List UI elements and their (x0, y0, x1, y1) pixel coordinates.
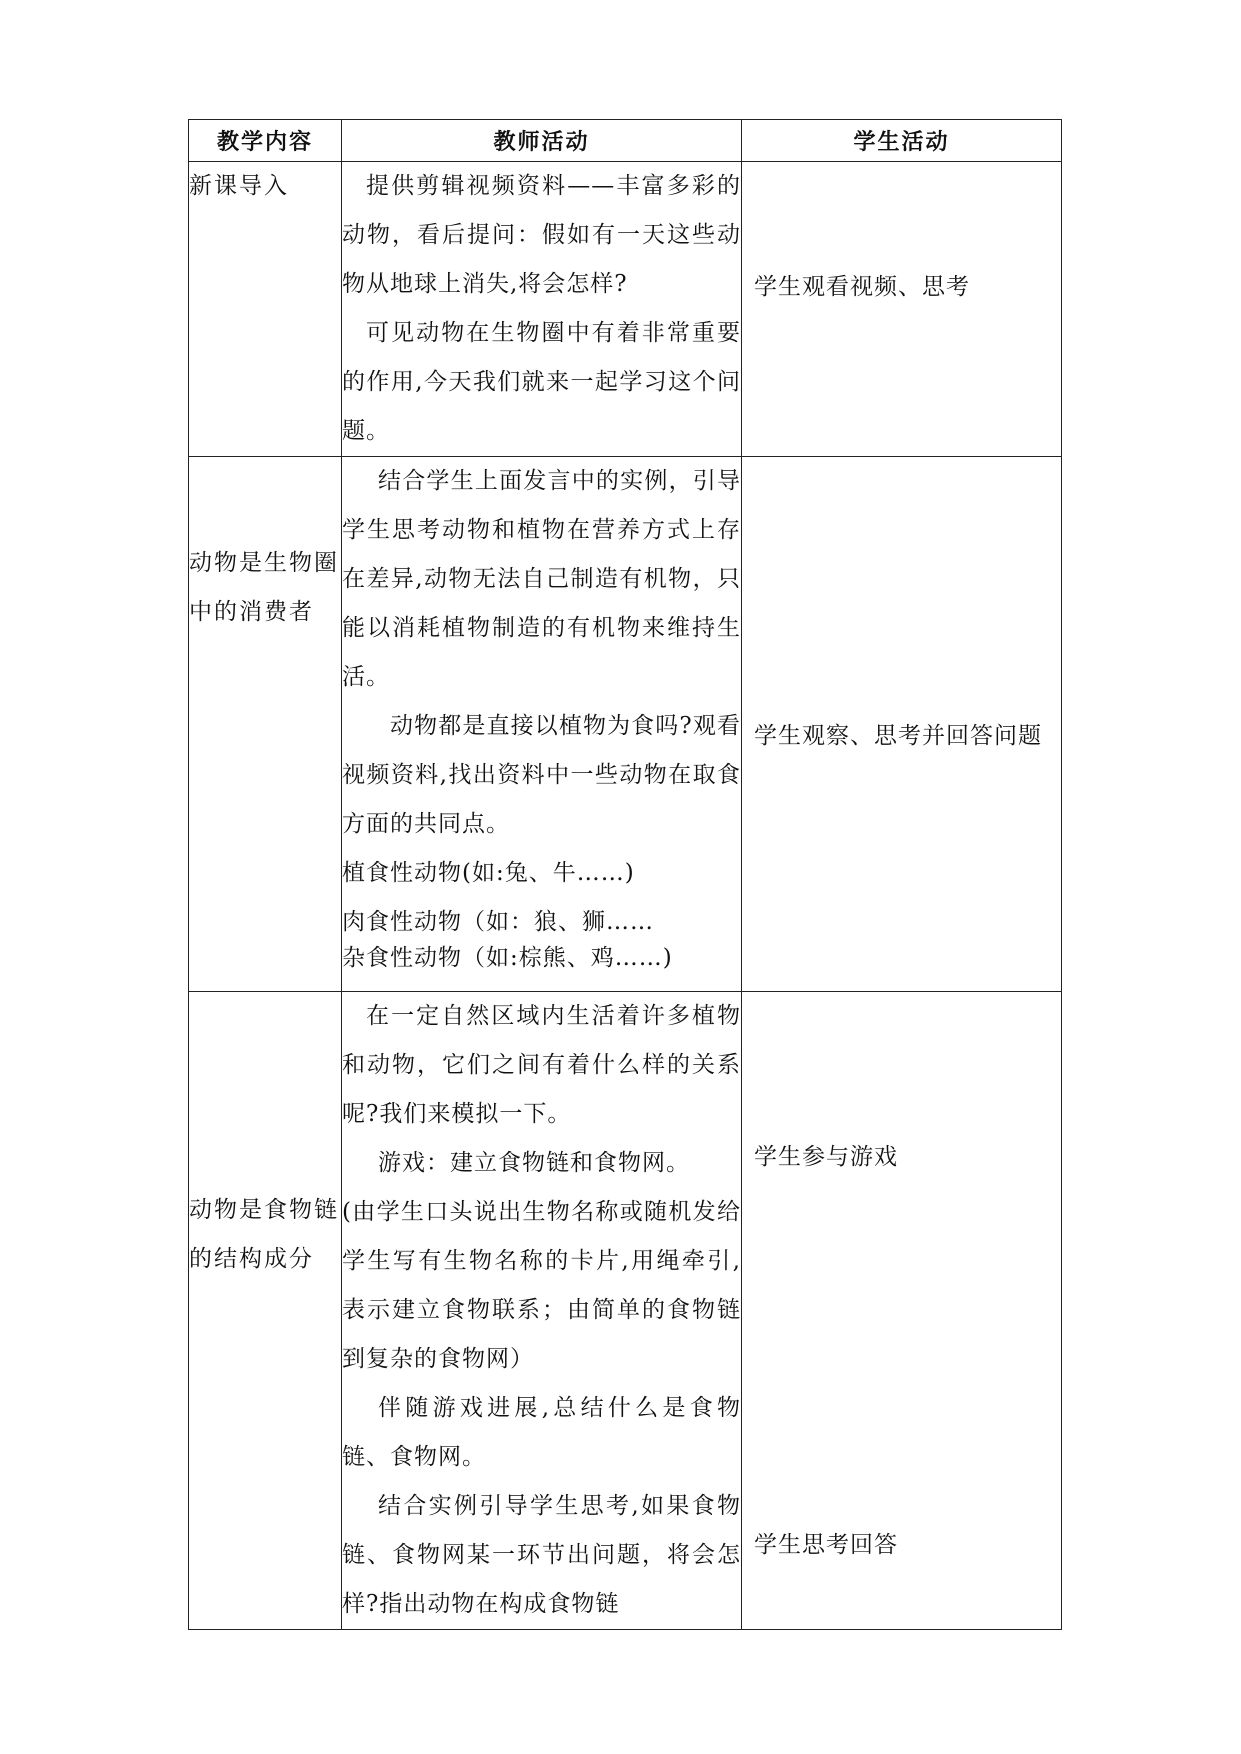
teacher-paragraph: (由学生口头说出生物名称或随机发给学生写有生物名称的卡片,用绳牵引,表示建立食物联系；由简单的食物链到复杂的食物网） (342, 1199, 741, 1372)
teacher-list-item: 植食性动物(如:兔、牛……) (342, 860, 635, 886)
table-row (189, 457, 1062, 992)
topic-text: 动物是生物圈中的消费者 (189, 550, 339, 625)
topic-cell (189, 162, 342, 457)
student-activity-cell (742, 162, 1062, 457)
table-row (189, 162, 1062, 457)
teacher-paragraph: 结合学生上面发言中的实例，引导学生思考动物和植物在营养方式上存在差异,动物无法自己制造有机物，只能以消耗植物制造的有机物来维持生活。 (342, 468, 741, 690)
header-teaching-content: 教学内容 (189, 120, 342, 162)
student-activity-text: 学生观察、思考并回答问题 (754, 723, 1042, 749)
teacher-activity-cell (342, 457, 742, 992)
topic-text: 新课导入 (189, 173, 289, 199)
table-header-row (189, 120, 1062, 162)
teacher-paragraph: 结合实例引导学生思考,如果食物链、食物网某一环节出问题，将会怎样?指出动物在构成食物链 (342, 1493, 741, 1617)
student-activity-text: 学生参与游戏 (754, 1144, 898, 1170)
header-student-activity: 学生活动 (742, 120, 1062, 162)
teacher-paragraph: 游戏：建立食物链和食物网。 (378, 1150, 690, 1176)
student-activity-text: 学生思考回答 (754, 1532, 898, 1558)
teacher-activity-cell (342, 992, 742, 1630)
lesson-plan-page (188, 119, 1061, 1630)
teacher-paragraph: 动物都是直接以植物为食吗?观看视频资料,找出资料中一些动物在取食方面的共同点。 (342, 713, 741, 837)
topic-cell (189, 457, 342, 992)
student-activity-cell (742, 992, 1062, 1630)
teacher-paragraph: 在一定自然区域内生活着许多植物和动物，它们之间有着什么样的关系呢?我们来模拟一下。 (342, 1003, 741, 1127)
header-teacher-activity: 教师活动 (342, 120, 742, 162)
student-activity-cell (742, 457, 1062, 992)
teacher-list-item: 肉食性动物（如：狼、狮…… (342, 909, 654, 935)
teacher-paragraph: 伴随游戏进展,总结什么是食物链、食物网。 (342, 1395, 741, 1470)
topic-text: 动物是食物链的结构成分 (189, 1197, 339, 1272)
lesson-plan-table (188, 119, 1062, 1630)
teacher-paragraph: 提供剪辑视频资料——丰富多彩的动物，看后提问：假如有一天这些动物从地球上消失,将会怎样? (342, 173, 741, 297)
topic-cell (189, 992, 342, 1630)
teacher-activity-cell (342, 162, 742, 457)
teacher-list-item: 杂食性动物（如:棕熊、鸡……) (342, 945, 673, 971)
student-activity-text: 学生观看视频、思考 (754, 274, 970, 300)
table-row (189, 992, 1062, 1630)
teacher-paragraph: 可见动物在生物圈中有着非常重要的作用,今天我们就来一起学习这个问题。 (342, 320, 741, 444)
